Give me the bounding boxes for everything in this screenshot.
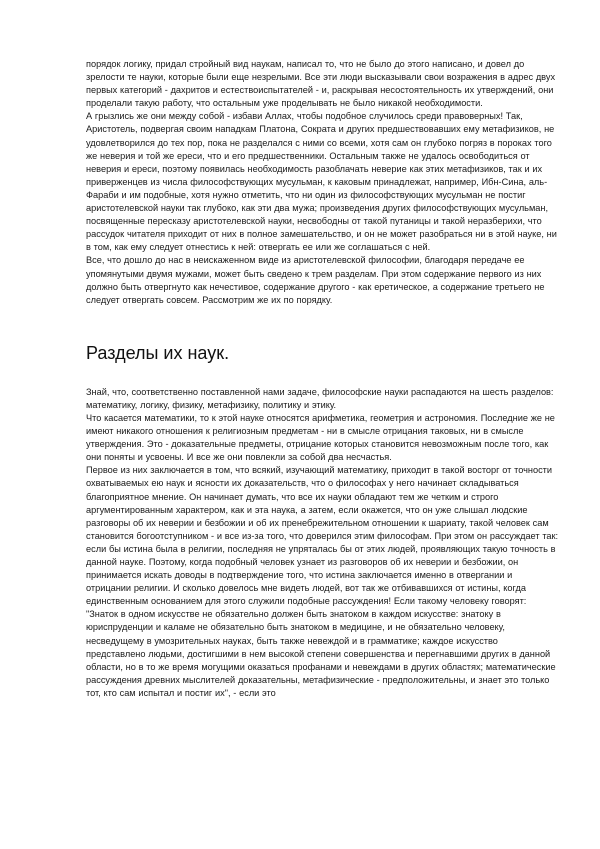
section-heading-wrap xyxy=(86,342,560,364)
section-title: Разделы их наук. xyxy=(86,342,230,363)
paragraph: Первое из них заключается в том, что всякий, изучающий математику, приходит в такой восторг от точности охватываемых ею наук и ясности их доказательств, что о философах у него начинает складываться благоприятное мнение. Он начинает думать, что все их науки обладают тем же четким и строго аргументированным характером, как и эта наука, а затем, если окажется, что он уже слышал людские разговоры об их неверии и безбожии и об их пренебрежительном отношении к шариату, такой человек сам становится богоотступником - и все из-за того, что доверился этим философам. При этом он рассуждает так: если бы истина была в религии, последняя не упряталась бы от этих людей, проявляющих такую точность в данной науке. Поэтому, когда подобный человек узнает из разговоров об их неверии и безбожии, он принимается искать доводы в подтверждение того, что истина заключается именно в отвергании и отрицании религии. И сколько довелось мне видеть людей, вот так же отбивавшихся от истины, когда единственным основанием для этого служили подобные рассуждения! Если такому человеку говорят: "Знаток в одном искусстве не обязательно должен быть знатоком в каждом искусстве: знатоку в юриспруденции и каламе не обязательно быть знатоком в медицине, и не обязательно человеку, несведущему в умозрительных науках, быть также невеждой и в грамматике; каждое искусство представлено людьми, достигшими в нем высокой степени совершенства и перегнавшими других в данной области, но в то же время могущими оказаться профанами и невеждами в других областях; математические рассуждения древних мыслителей доказательны, метафизические - предположительны, и знает это только тот, кто сам испытал и постиг их", - если это xyxy=(86,465,559,698)
intro-text-block xyxy=(86,58,560,307)
paragraph: порядок логику, придал стройный вид наукам, написал то, что не было до этого написано, и довел до зрелости те науки, которые были еще незрелыми. Все эти люди высказывали свои возражения в адрес двух первых категорий - дахритов и естествоиспытателей - и, раскрывая несостоятельность их утверждений, они проделали такую работу, что остальным уже проделывать не было никакой необходимости. xyxy=(86,59,556,109)
document-page xyxy=(86,58,560,700)
paragraph: Что касается математики, то к этой науке относятся арифметика, геометрия и астрономия. Последние же не имеют никакого отношения к религиозным предметам - ни в смысле отрицания таковых, ни в смысле утверждения. Это - доказательные предметы, отрицание которых становится невозможным после того, как они поняты и усвоены. И все же они повлекли за собой два несчастья. xyxy=(86,412,555,463)
paragraph: Знай, что, соответственно поставленной нами задаче, философские науки распадаются на шесть разделов: математику, логику, физику, метафизику, политику и этику. xyxy=(86,386,554,410)
paragraph: Все, что дошло до нас в неискаженном виде из аристотелевской философии, благодаря передаче ее упомянутыми двумя мужами, может быть сведено к трем разделам. При этом содержание первого из них должно быть отвергнуто как нечестивое, содержание другого - как еретическое, а содержание третьего не следует отвергать совсем. Рассмотрим же их по порядку. xyxy=(86,255,545,305)
section-text-block xyxy=(86,386,560,700)
paragraph: А грызлись же они между собой - избави Аллах, чтобы подобное случилось среди правоверных! Так, Аристотель, подвергая своим нападкам Платона, Сократа и других предшествовавших ему метафизиков, не удовлетворился до тех пор, пока не разделался с ними со всеми, хотя сам он глубоко погряз в пороках того же неверия и той же ереси, что и его предшественники. Остальным также не удалось освободиться от неверия и ереси, поэтому появилась необходимость разоблачать неверие как этих метафизиков, так и их приверженцев из числа философствующих мусульман, к каковым принадлежат, например, Ибн-Сина, аль-Фараби и им подобные, хотя нужно отметить, что ни один из философствующих мусульман не постиг аристотелевской науки так глубоко, как эти два мужа; произведения других философствующих мусульман, посвященные пересказу аристотелевской науки, несвободны от такой путаницы и такой неразберихи, что рассудок читателя приходит от них в полное замешательство, и он не может разобраться ни в этой науке, ни в том, как ему следует отнестись к ней: отвергать ее или же соглашаться с ней. xyxy=(86,111,557,253)
